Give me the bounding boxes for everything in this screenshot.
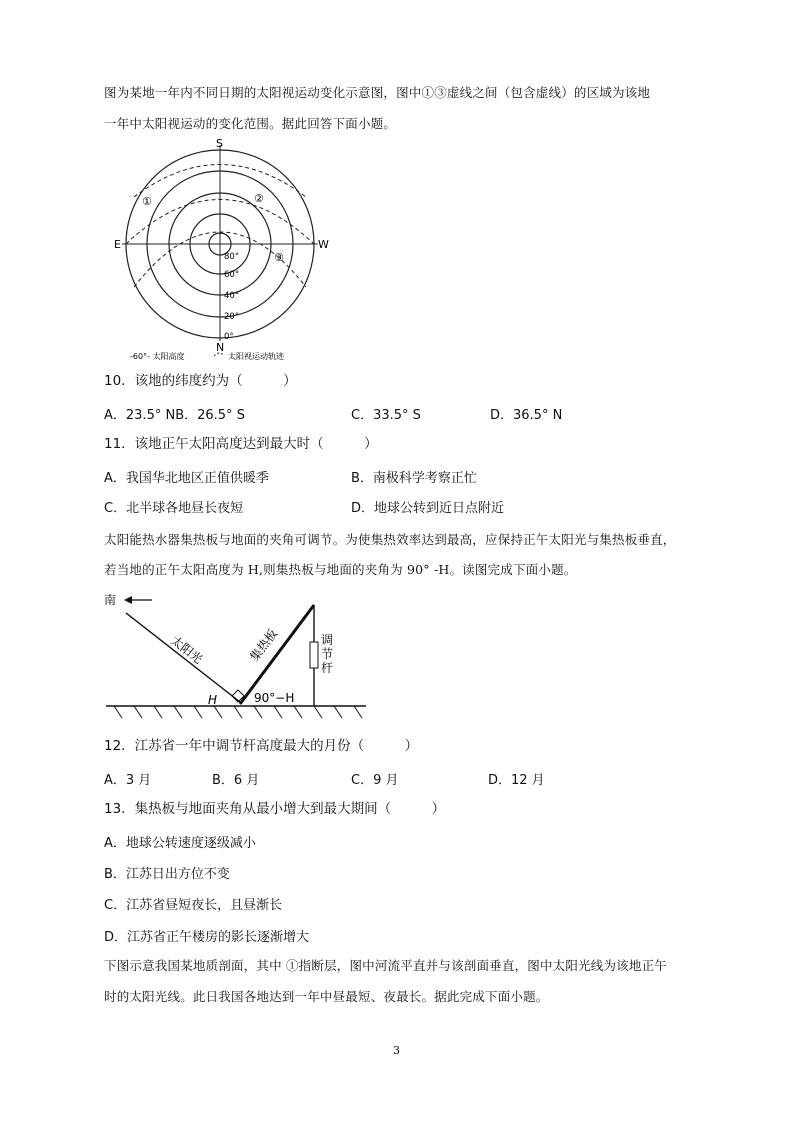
- legend-altitude: -60°- 太阳高度: [130, 352, 185, 361]
- q10-option-a[interactable]: A．23.5° NB．26.5° S: [104, 408, 245, 423]
- q12-stem: 12．江苏省一年中调节杆高度最大的月份（ ）: [104, 738, 419, 754]
- q11-option-a[interactable]: A．我国华北地区正值供暖季: [104, 471, 269, 486]
- q10-option-c[interactable]: C．33.5° S: [351, 408, 421, 423]
- path-label-3: ③: [274, 251, 284, 264]
- sunlight-label: 太阳光: [168, 633, 206, 667]
- q13-stem: 13．集热板与地面夹角从最小增大到最大期间（ ）: [104, 801, 446, 817]
- intro-2-line-2: 若当地的正午太阳高度为 H,则集热板与地面的夹角为 90° -H。读图完成下面小题。: [104, 562, 577, 577]
- q12-option-d[interactable]: D．12 月: [488, 773, 545, 788]
- south-label: 南: [104, 593, 117, 607]
- dir-n: N: [216, 341, 225, 354]
- q11-option-b[interactable]: B．南极科学考察正忙: [351, 471, 477, 486]
- sun-path-diagram: [104, 137, 344, 367]
- q11-option-c[interactable]: C．北半球各地昼长夜短: [104, 501, 244, 516]
- adjust-rod-box: [310, 642, 318, 668]
- path-label-1: ①: [142, 195, 152, 208]
- dir-e: E: [114, 238, 121, 251]
- q13-option-a[interactable]: A．地球公转速度逐级减小: [104, 836, 256, 851]
- intro-2-line-1: 太阳能热水器集热板与地面的夹角可调节。为使集热效率达到最高，应保持正午太阳光与集热板垂直，: [104, 532, 676, 547]
- page-number: 3: [393, 1044, 400, 1057]
- q12-option-b[interactable]: B．6 月: [212, 773, 260, 788]
- q11-stem: 11．该地正午太阳高度达到最大时（ ）: [104, 436, 378, 452]
- q13-option-d[interactable]: D．江苏省正午楼房的影长逐渐增大: [104, 930, 310, 945]
- q13-option-b[interactable]: B．江苏日出方位不变: [104, 867, 230, 882]
- intro-3-line-2: 时的太阳光线。此日我国各地达到一年中昼最短、夜最长。据此完成下面小题。: [104, 989, 549, 1004]
- q11-option-d[interactable]: D．地球公转到近日点附近: [351, 501, 505, 516]
- alt-20: 20°: [224, 312, 240, 322]
- panel-angle-label: 90°−H: [254, 691, 295, 705]
- dir-s: S: [216, 137, 223, 150]
- south-arrow-head: [124, 596, 132, 604]
- alt-0: 0°: [224, 332, 234, 342]
- rod-label-3: 杆: [321, 661, 334, 675]
- q12-option-c[interactable]: C．9 月: [351, 773, 399, 788]
- panel-label: 集热板: [247, 626, 281, 664]
- q10-option-d[interactable]: D．36.5° N: [490, 408, 563, 423]
- q10-stem: 10．该地的纬度约为（ ）: [104, 373, 297, 389]
- alt-80: 80°: [224, 252, 240, 262]
- intro-1-line-1: 图为某地一年内不同日期的太阳视运动变化示意图，图中①③虚线之间（包含虚线）的区域为该地: [104, 85, 651, 100]
- path-label-2: ②: [254, 192, 264, 205]
- ground-hatching: [114, 706, 362, 718]
- rod-label-2: 节: [321, 647, 334, 661]
- intro-3-line-1: 下图示意我国某地质剖面，其中 ①指断层，图中河流平直并与该剖面垂直，图中太阳光线为该地正午: [104, 958, 667, 973]
- alt-40: 40°: [224, 291, 240, 301]
- dir-w: W: [318, 238, 329, 251]
- sunlight-ray: [126, 613, 240, 702]
- intro-1-line-2: 一年中太阳视运动的变化范围。据此回答下面小题。: [104, 116, 397, 131]
- rod-label-1: 调: [321, 633, 334, 647]
- q12-option-a[interactable]: A．3 月: [104, 773, 152, 788]
- collector-diagram: [104, 590, 374, 725]
- legend-track: 太阳视运动轨迹: [228, 352, 284, 361]
- q13-option-c[interactable]: C．江苏省昼短夜长，且昼渐长: [104, 898, 283, 913]
- h-angle-label: H: [208, 693, 218, 707]
- alt-60: 60°: [224, 270, 240, 280]
